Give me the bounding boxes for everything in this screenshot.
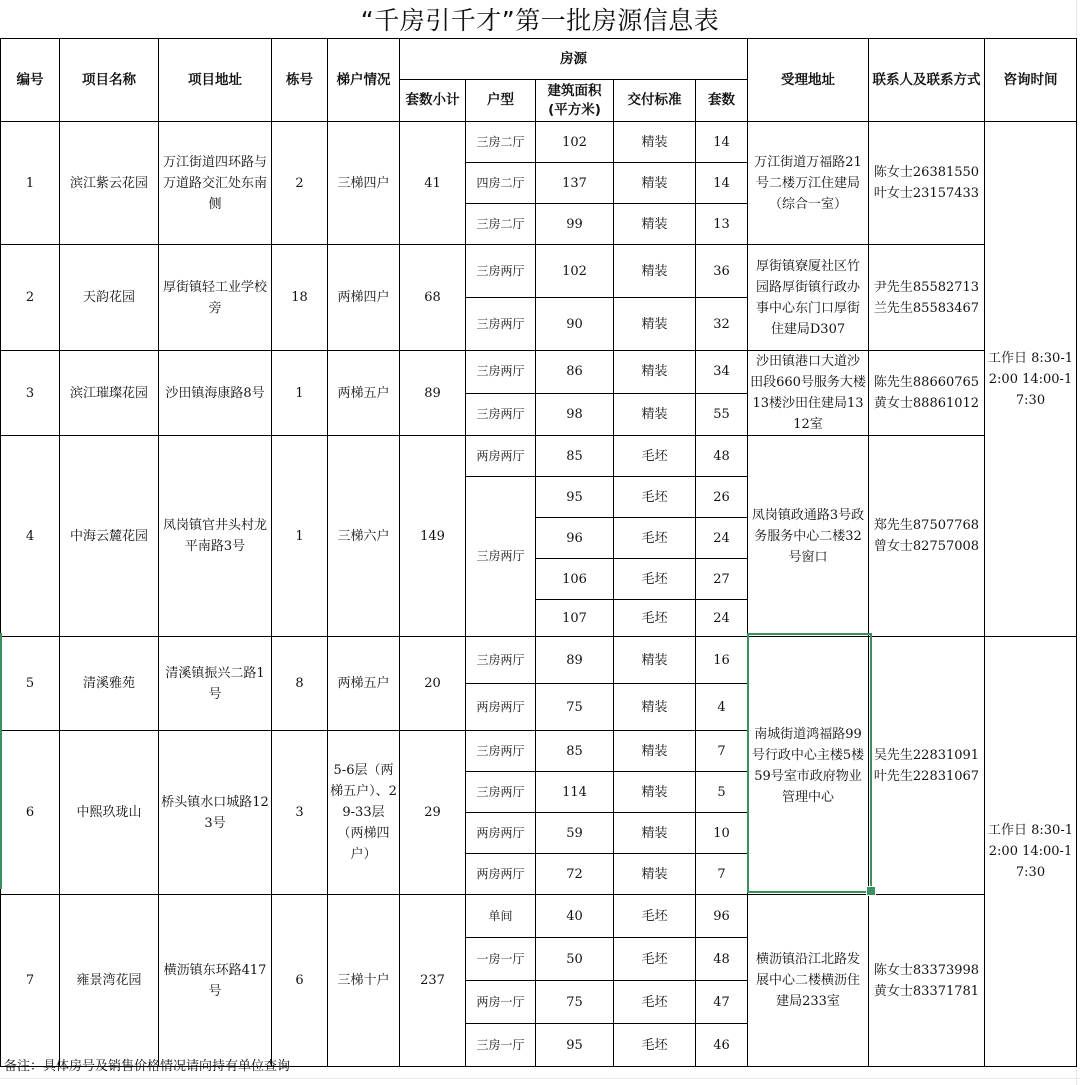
unit-layout: 两房一厅 <box>466 981 536 1024</box>
unit-layout: 三房二厅 <box>466 122 536 163</box>
unit-count: 26 <box>696 477 748 518</box>
building-no: 3 <box>272 731 328 895</box>
project-name: 滨江璀璨花园 <box>60 351 159 436</box>
delivery-standard: 精装 <box>614 854 696 895</box>
unit-subtotal: 41 <box>400 122 466 245</box>
delivery-standard: 毛坯 <box>614 938 696 981</box>
unit-subtotal: 237 <box>400 895 466 1067</box>
page-title: “千房引千才”第一批房源信息表 <box>360 6 720 35</box>
unit-layout: 三房两厅 <box>466 298 536 351</box>
header-standard: 交付标准 <box>614 80 696 122</box>
project-address: 万江街道四环路与万道路交汇处东南侧 <box>159 122 272 245</box>
floor-area: 95 <box>536 477 614 518</box>
unit-subtotal: 68 <box>400 245 466 351</box>
office-address: 沙田镇港口大道沙田段660号服务大楼13楼沙田住建局1312室 <box>748 351 869 436</box>
unit-layout: 两房两厅 <box>466 436 536 477</box>
floor-area: 89 <box>536 637 614 684</box>
building-no: 8 <box>272 637 328 731</box>
fill-handle[interactable] <box>866 886 876 896</box>
delivery-standard: 精装 <box>614 204 696 245</box>
building-no: 18 <box>272 245 328 351</box>
unit-count: 48 <box>696 436 748 477</box>
project-address: 凤岗镇官井头村龙平南路3号 <box>159 436 272 637</box>
grid-line <box>0 1078 1080 1079</box>
contact-info: 陈女士26381550 叶女士23157433 <box>869 122 985 245</box>
project-name: 中熙玖珑山 <box>60 731 159 895</box>
elevator-info: 两梯五户 <box>328 351 400 436</box>
delivery-standard: 毛坯 <box>614 981 696 1024</box>
project-address: 沙田镇海康路8号 <box>159 351 272 436</box>
building-no: 2 <box>272 122 328 245</box>
unit-count: 7 <box>696 731 748 772</box>
unit-count: 47 <box>696 981 748 1024</box>
office-address: 凤岗镇政通路3号政务服务中心二楼32号窗口 <box>748 436 869 637</box>
delivery-standard: 精装 <box>614 351 696 394</box>
unit-count: 5 <box>696 772 748 813</box>
header-building: 栋号 <box>272 39 328 122</box>
contact-info: 陈女士83373998 黄女士83371781 <box>869 895 985 1067</box>
delivery-standard: 精装 <box>614 163 696 204</box>
unit-layout: 三房两厅 <box>466 393 536 436</box>
delivery-standard: 毛坯 <box>614 559 696 600</box>
floor-area: 114 <box>536 772 614 813</box>
unit-layout: 三房两厅 <box>466 245 536 298</box>
unit-layout: 三房两厅 <box>466 731 536 772</box>
floor-area: 59 <box>536 813 614 854</box>
unit-layout: 两房两厅 <box>466 854 536 895</box>
delivery-standard: 精装 <box>614 731 696 772</box>
elevator-info: 两梯四户 <box>328 245 400 351</box>
floor-area: 85 <box>536 436 614 477</box>
unit-count: 14 <box>696 163 748 204</box>
project-name: 中海云麓花园 <box>60 436 159 637</box>
table-row <box>1 436 1077 477</box>
floor-area: 50 <box>536 938 614 981</box>
unit-count: 36 <box>696 245 748 298</box>
unit-layout: 三房两厅 <box>466 477 536 637</box>
table-row <box>1 122 1077 163</box>
elevator-info: 三梯十户 <box>328 895 400 1067</box>
floor-area: 137 <box>536 163 614 204</box>
consult-hours: 工作日 8:30-12:00 14:00-17:30 <box>985 637 1077 1067</box>
unit-count: 4 <box>696 684 748 731</box>
project-address: 桥头镇水口城路123号 <box>159 731 272 895</box>
delivery-standard: 精装 <box>614 393 696 436</box>
building-no: 1 <box>272 436 328 637</box>
table-row <box>1 245 1077 298</box>
unit-count: 14 <box>696 122 748 163</box>
table-row <box>1 637 1077 684</box>
contact-info: 吴先生22831091 叶先生22831067 <box>869 637 985 895</box>
header-layout: 户型 <box>466 80 536 122</box>
project-address: 清溪镇振兴二路1号 <box>159 637 272 731</box>
unit-layout: 一房一厅 <box>466 938 536 981</box>
floor-area: 85 <box>536 731 614 772</box>
contact-info: 郑先生87507768 曾女士82757008 <box>869 436 985 637</box>
header-project-address: 项目地址 <box>159 39 272 122</box>
elevator-info: 三梯四户 <box>328 122 400 245</box>
floor-area: 95 <box>536 1024 614 1067</box>
table-row <box>1 895 1077 938</box>
office-address: 厚街镇寮厦社区竹园路厚街镇行政办事中心东门口厚街住建局D307 <box>748 245 869 351</box>
unit-layout: 三房两厅 <box>466 772 536 813</box>
unit-subtotal: 89 <box>400 351 466 436</box>
header-housing: 房源 <box>400 39 748 80</box>
unit-subtotal: 149 <box>400 436 466 637</box>
consult-hours: 工作日 8:30-12:00 14:00-17:30 <box>985 122 1077 637</box>
floor-area: 86 <box>536 351 614 394</box>
unit-count: 7 <box>696 854 748 895</box>
unit-count: 32 <box>696 298 748 351</box>
project-no: 4 <box>1 436 60 637</box>
project-no: 2 <box>1 245 60 351</box>
unit-count: 55 <box>696 393 748 436</box>
unit-subtotal: 20 <box>400 637 466 731</box>
delivery-standard: 精装 <box>614 637 696 684</box>
delivery-standard: 精装 <box>614 122 696 163</box>
delivery-standard: 精装 <box>614 298 696 351</box>
office-address: 万江街道万福路21号二楼万江住建局（综合一室） <box>748 122 869 245</box>
header-units: 套数 <box>696 80 748 122</box>
unit-count: 10 <box>696 813 748 854</box>
floor-area: 99 <box>536 204 614 245</box>
office-address: 南城街道鸿福路99号行政中心主楼5楼59号室市政府物业管理中心 <box>748 637 869 895</box>
unit-count: 16 <box>696 637 748 684</box>
project-no: 3 <box>1 351 60 436</box>
floor-area: 75 <box>536 684 614 731</box>
footnote: 备注：具体房号及销售价格情况请向持有单位查询 <box>4 1059 291 1074</box>
elevator-info: 5-6层（两梯五户）、29-33层（两梯四户） <box>328 731 400 895</box>
building-no: 6 <box>272 895 328 1067</box>
floor-area: 96 <box>536 518 614 559</box>
unit-layout: 三房两厅 <box>466 637 536 684</box>
unit-layout: 三房一厅 <box>466 1024 536 1067</box>
unit-count: 13 <box>696 204 748 245</box>
housing-table <box>0 38 1077 1067</box>
project-no: 7 <box>1 895 60 1067</box>
header-contact: 联系人及联系方式 <box>869 39 985 122</box>
unit-count: 96 <box>696 895 748 938</box>
delivery-standard: 毛坯 <box>614 600 696 637</box>
unit-count: 34 <box>696 351 748 394</box>
unit-layout: 三房两厅 <box>466 351 536 394</box>
floor-area: 72 <box>536 854 614 895</box>
building-no: 1 <box>272 351 328 436</box>
unit-count: 27 <box>696 559 748 600</box>
floor-area: 102 <box>536 122 614 163</box>
unit-count: 24 <box>696 518 748 559</box>
contact-info: 尹先生85582713 兰先生85583467 <box>869 245 985 351</box>
project-name: 雍景湾花园 <box>60 895 159 1067</box>
project-no: 6 <box>1 731 60 895</box>
unit-layout: 四房二厅 <box>466 163 536 204</box>
office-address: 横沥镇沿江北路发展中心二楼横沥住建局233室 <box>748 895 869 1067</box>
project-name: 清溪雅苑 <box>60 637 159 731</box>
project-address: 横沥镇东环路417号 <box>159 895 272 1067</box>
header-elevator: 梯户情况 <box>328 39 400 122</box>
delivery-standard: 精装 <box>614 245 696 298</box>
floor-area: 106 <box>536 559 614 600</box>
project-address: 厚街镇轻工业学校旁 <box>159 245 272 351</box>
header-project-name: 项目名称 <box>60 39 159 122</box>
table-row <box>1 351 1077 394</box>
project-no: 5 <box>1 637 60 731</box>
delivery-standard: 毛坯 <box>614 895 696 938</box>
unit-count: 24 <box>696 600 748 637</box>
unit-count: 48 <box>696 938 748 981</box>
contact-info: 陈先生88660765 黄女士88861012 <box>869 351 985 436</box>
floor-area: 90 <box>536 298 614 351</box>
header-area: 建筑面积(平方米) <box>536 80 614 122</box>
delivery-standard: 毛坯 <box>614 477 696 518</box>
header-subtotal: 套数小计 <box>400 80 466 122</box>
elevator-info: 三梯六户 <box>328 436 400 637</box>
header-no: 编号 <box>1 39 60 122</box>
floor-area: 102 <box>536 245 614 298</box>
delivery-standard: 精装 <box>614 772 696 813</box>
delivery-standard: 精装 <box>614 684 696 731</box>
project-no: 1 <box>1 122 60 245</box>
delivery-standard: 毛坯 <box>614 518 696 559</box>
header-hours: 咨询时间 <box>985 39 1077 122</box>
row-selection-marker <box>0 633 2 889</box>
delivery-standard: 毛坯 <box>614 1024 696 1067</box>
delivery-standard: 毛坯 <box>614 436 696 477</box>
unit-count: 46 <box>696 1024 748 1067</box>
unit-layout: 单间 <box>466 895 536 938</box>
floor-area: 107 <box>536 600 614 637</box>
delivery-standard: 精装 <box>614 813 696 854</box>
unit-layout: 两房两厅 <box>466 813 536 854</box>
project-name: 滨江紫云花园 <box>60 122 159 245</box>
elevator-info: 两梯五户 <box>328 637 400 731</box>
unit-subtotal: 29 <box>400 731 466 895</box>
unit-layout: 两房两厅 <box>466 684 536 731</box>
project-name: 天韵花园 <box>60 245 159 351</box>
header-office: 受理地址 <box>748 39 869 122</box>
floor-area: 98 <box>536 393 614 436</box>
unit-layout: 三房二厅 <box>466 204 536 245</box>
floor-area: 40 <box>536 895 614 938</box>
floor-area: 75 <box>536 981 614 1024</box>
